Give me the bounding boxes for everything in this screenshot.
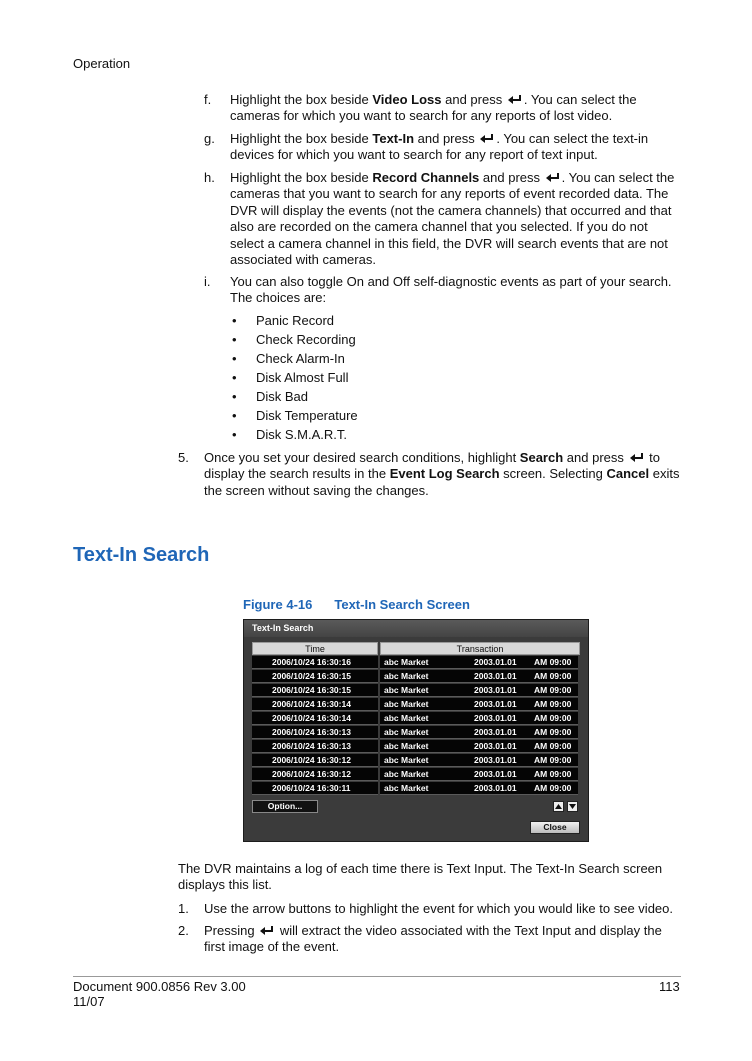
- column-header-transaction[interactable]: Transaction: [380, 642, 580, 655]
- step-g-text: Highlight the box beside Text-In and press . You can select the text-in devices for which you want to search for any report of text input.: [230, 131, 649, 163]
- step-i-label: i.: [204, 274, 211, 289]
- time-cell: 2006/10/24 16:30:15: [252, 684, 378, 697]
- list-item: Check Alarm-In: [256, 351, 345, 366]
- figure-caption: [243, 597, 470, 612]
- list-item: Disk Bad: [256, 389, 309, 404]
- enter-key-icon: [628, 452, 646, 463]
- enter-key-icon: [506, 94, 524, 105]
- time-cell: 2006/10/24 16:30:14: [252, 698, 378, 711]
- bullet-icon: •: [232, 332, 237, 347]
- close-button[interactable]: Close: [530, 821, 580, 834]
- date-cell: 2003.01.01: [468, 726, 526, 739]
- store-cell: abc Market: [380, 726, 468, 739]
- scroll-up-icon[interactable]: [553, 801, 564, 812]
- table-row[interactable]: [252, 698, 578, 711]
- hour-cell: AM 09:00: [526, 740, 578, 753]
- scroll-down-icon[interactable]: [567, 801, 578, 812]
- list-item: Disk Temperature: [256, 408, 358, 423]
- date-cell: 2003.01.01: [468, 768, 526, 781]
- time-cell: 2006/10/24 16:30:16: [252, 656, 378, 669]
- list-item: Check Recording: [256, 332, 356, 347]
- date-cell: 2003.01.01: [468, 740, 526, 753]
- paragraph: The DVR maintains a log of each time there is Text Input. The Text-In Search screen displays this list.: [178, 861, 663, 893]
- store-cell: abc Market: [380, 740, 468, 753]
- hour-cell: AM 09:00: [526, 754, 578, 767]
- section-title: Text-In Search: [73, 544, 210, 566]
- step-g-label: g.: [204, 131, 215, 146]
- table-row[interactable]: [252, 740, 578, 753]
- date-cell: 2003.01.01: [468, 754, 526, 767]
- bullet-icon: •: [232, 408, 237, 423]
- date-cell: 2003.01.01: [468, 656, 526, 669]
- step-2-text: Pressing will extract the video associated with the Text Input and display the first image of the event.: [204, 923, 662, 955]
- bullet-icon: •: [232, 313, 237, 328]
- store-cell: abc Market: [380, 782, 468, 795]
- step-5-label: 5.: [178, 450, 189, 465]
- step-1-text: Use the arrow buttons to highlight the event for which you would like to see video.: [204, 901, 673, 916]
- time-cell: 2006/10/24 16:30:12: [252, 754, 378, 767]
- running-header: Operation: [73, 56, 131, 71]
- store-cell: abc Market: [380, 698, 468, 711]
- list-item: Panic Record: [256, 313, 335, 328]
- hour-cell: AM 09:00: [526, 726, 578, 739]
- step-1-label: 1.: [178, 901, 189, 916]
- step-5-text: Once you set your desired search conditions, highlight Search and press to display the search results in the Event Log Search screen. Selecting Cancel exits the screen without saving the changes.: [204, 450, 680, 498]
- time-cell: 2006/10/24 16:30:11: [252, 782, 378, 795]
- page-number: 113: [659, 979, 680, 994]
- date-cell: 2003.01.01: [468, 698, 526, 711]
- store-cell: abc Market: [380, 656, 468, 669]
- hour-cell: AM 09:00: [526, 670, 578, 683]
- bullet-icon: •: [232, 370, 237, 385]
- table-row[interactable]: [252, 684, 578, 697]
- step-h-label: h.: [204, 170, 215, 185]
- footer-rule: [73, 976, 681, 977]
- store-cell: abc Market: [380, 754, 468, 767]
- time-cell: 2006/10/24 16:30:12: [252, 768, 378, 781]
- table-row[interactable]: [252, 754, 578, 767]
- list-item: Disk S.M.A.R.T.: [256, 427, 348, 442]
- date-cell: 2003.01.01: [468, 684, 526, 697]
- step-f-text: Highlight the box beside Video Loss and press . You can select the cameras for which you want to search for any reports of lost video.: [230, 92, 637, 124]
- figure-number: Figure 4-16: [243, 597, 313, 612]
- table-row[interactable]: [252, 768, 578, 781]
- table-row[interactable]: [252, 712, 578, 725]
- time-cell: 2006/10/24 16:30:13: [252, 726, 378, 739]
- hour-cell: AM 09:00: [526, 684, 578, 697]
- date-cell: 2003.01.01: [468, 712, 526, 725]
- hour-cell: AM 09:00: [526, 656, 578, 669]
- list-item: Disk Almost Full: [256, 370, 349, 385]
- screen-title: Text-In Search: [244, 620, 588, 637]
- time-cell: 2006/10/24 16:30:13: [252, 740, 378, 753]
- store-cell: abc Market: [380, 768, 468, 781]
- time-cell: 2006/10/24 16:30:15: [252, 670, 378, 683]
- step-i-text: You can also toggle On and Off self-diagnostic events as part of your search. The choices are:: [230, 274, 672, 306]
- date-cell: 2003.01.01: [468, 670, 526, 683]
- bullet-icon: •: [232, 389, 237, 404]
- figure-title: Text-In Search Screen: [334, 597, 470, 612]
- hour-cell: AM 09:00: [526, 768, 578, 781]
- store-cell: abc Market: [380, 684, 468, 697]
- store-cell: abc Market: [380, 712, 468, 725]
- hour-cell: AM 09:00: [526, 698, 578, 711]
- hour-cell: AM 09:00: [526, 782, 578, 795]
- text-in-search-screen: [243, 619, 589, 842]
- bullet-icon: •: [232, 351, 237, 366]
- step-2-label: 2.: [178, 923, 189, 938]
- date-cell: 2003.01.01: [468, 782, 526, 795]
- store-cell: abc Market: [380, 670, 468, 683]
- time-cell: 2006/10/24 16:30:14: [252, 712, 378, 725]
- hour-cell: AM 09:00: [526, 712, 578, 725]
- table-row[interactable]: [252, 670, 578, 683]
- enter-key-icon: [544, 172, 562, 183]
- step-h-text: Highlight the box beside Record Channels and press . You can select the cameras that you want to search for any reports of event recorded data. The DVR will display the events (not the camera channels) that occurred and that also are recorded on the camera channel that you selected. If you do not select a camera channel in this field, the DVR will search events that are not associated with cameras.: [230, 170, 675, 268]
- bullet-icon: •: [232, 427, 237, 442]
- table-row[interactable]: [252, 782, 578, 795]
- enter-key-icon: [258, 925, 276, 936]
- table-row[interactable]: [252, 656, 578, 669]
- enter-key-icon: [478, 133, 496, 144]
- footer-document: Document 900.0856 Rev 3.00 11/07: [73, 979, 246, 1009]
- option-button[interactable]: Option...: [252, 800, 318, 813]
- table-row[interactable]: [252, 726, 578, 739]
- column-header-time[interactable]: Time: [252, 642, 378, 655]
- step-f-label: f.: [204, 92, 212, 107]
